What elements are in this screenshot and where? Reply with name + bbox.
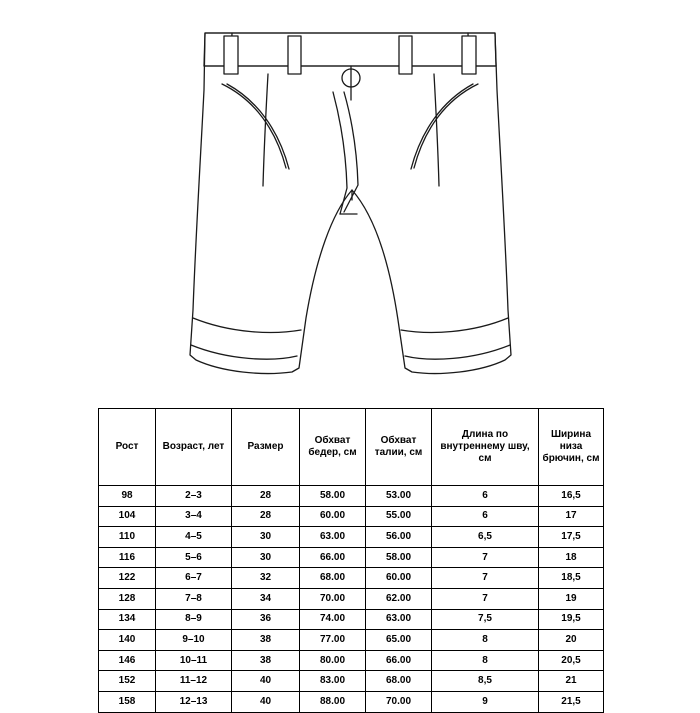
- table-cell: 20,5: [539, 650, 604, 671]
- table-cell: 11–12: [156, 671, 232, 692]
- table-cell: 110: [99, 527, 156, 548]
- table-cell: 66.00: [300, 547, 366, 568]
- table-cell: 68.00: [366, 671, 432, 692]
- table-cell: 10–11: [156, 650, 232, 671]
- column-header-hip-label: Обхват бедер, см: [308, 435, 357, 458]
- table-cell: 104: [99, 506, 156, 527]
- column-header-waist-label: Обхват талии, см: [374, 435, 423, 458]
- table-cell: 38: [232, 630, 300, 651]
- table-cell: 134: [99, 609, 156, 630]
- table-cell: 9–10: [156, 630, 232, 651]
- table-cell: 17: [539, 506, 604, 527]
- table-row: [99, 650, 604, 671]
- table-cell: 19: [539, 588, 604, 609]
- column-header-inseam-label: Длина по внутреннему шву, см: [440, 429, 530, 464]
- table-cell: 5–6: [156, 547, 232, 568]
- table-row: [99, 568, 604, 589]
- table-row: [99, 527, 604, 548]
- table-cell: 140: [99, 630, 156, 651]
- table-row: [99, 547, 604, 568]
- table-header-row: [99, 409, 604, 486]
- table-cell: 7,5: [432, 609, 539, 630]
- table-cell: 32: [232, 568, 300, 589]
- table-cell: 63.00: [366, 609, 432, 630]
- size-table-container: [98, 408, 603, 713]
- table-cell: 34: [232, 588, 300, 609]
- table-cell: 9: [432, 691, 539, 712]
- table-cell: 18,5: [539, 568, 604, 589]
- table-cell: 30: [232, 547, 300, 568]
- table-cell: 158: [99, 691, 156, 712]
- table-cell: 60.00: [300, 506, 366, 527]
- table-cell: 88.00: [300, 691, 366, 712]
- table-cell: 6: [432, 486, 539, 507]
- table-cell: 62.00: [366, 588, 432, 609]
- table-row: [99, 609, 604, 630]
- table-cell: 38: [232, 650, 300, 671]
- column-header-leg-opening-label: Ширина низа брючин, см: [542, 429, 600, 464]
- column-header-size: [232, 409, 300, 486]
- table-cell: 8: [432, 650, 539, 671]
- table-cell: 146: [99, 650, 156, 671]
- size-table-body: [99, 486, 604, 713]
- table-cell: 77.00: [300, 630, 366, 651]
- table-cell: 36: [232, 609, 300, 630]
- table-cell: 20: [539, 630, 604, 651]
- table-row: [99, 486, 604, 507]
- table-cell: 6–7: [156, 568, 232, 589]
- table-cell: 28: [232, 506, 300, 527]
- table-cell: 19,5: [539, 609, 604, 630]
- table-cell: 8,5: [432, 671, 539, 692]
- table-cell: 4–5: [156, 527, 232, 548]
- column-header-age: [156, 409, 232, 486]
- table-row: [99, 506, 604, 527]
- belt-loop-right: [462, 36, 476, 74]
- table-cell: 58.00: [300, 486, 366, 507]
- table-cell: 30: [232, 527, 300, 548]
- table-cell: 18: [539, 547, 604, 568]
- column-header-size-label: Размер: [247, 441, 284, 453]
- table-row: [99, 671, 604, 692]
- table-cell: 6: [432, 506, 539, 527]
- table-cell: 21: [539, 671, 604, 692]
- table-cell: 83.00: [300, 671, 366, 692]
- table-cell: 55.00: [366, 506, 432, 527]
- table-cell: 3–4: [156, 506, 232, 527]
- table-cell: 65.00: [366, 630, 432, 651]
- size-table: [98, 408, 604, 713]
- column-header-leg-opening: [539, 409, 604, 486]
- table-cell: 7–8: [156, 588, 232, 609]
- table-cell: 152: [99, 671, 156, 692]
- table-row: [99, 630, 604, 651]
- table-cell: 70.00: [300, 588, 366, 609]
- table-row: [99, 588, 604, 609]
- table-cell: 116: [99, 547, 156, 568]
- table-cell: 66.00: [366, 650, 432, 671]
- table-cell: 28: [232, 486, 300, 507]
- table-cell: 8–9: [156, 609, 232, 630]
- table-cell: 17,5: [539, 527, 604, 548]
- table-cell: 70.00: [366, 691, 432, 712]
- table-cell: 40: [232, 691, 300, 712]
- column-header-hip: [300, 409, 366, 486]
- size-table-head: [99, 409, 604, 486]
- table-cell: 122: [99, 568, 156, 589]
- column-header-height: [99, 409, 156, 486]
- table-cell: 68.00: [300, 568, 366, 589]
- table-cell: 40: [232, 671, 300, 692]
- table-cell: 53.00: [366, 486, 432, 507]
- belt-loop-center-left: [288, 36, 301, 74]
- table-row: [99, 691, 604, 712]
- table-cell: 56.00: [366, 527, 432, 548]
- table-cell: 7: [432, 547, 539, 568]
- table-cell: 74.00: [300, 609, 366, 630]
- column-header-age-label: Возраст, лет: [162, 441, 225, 453]
- table-cell: 60.00: [366, 568, 432, 589]
- table-cell: 7: [432, 568, 539, 589]
- table-cell: 12–13: [156, 691, 232, 712]
- table-cell: 58.00: [366, 547, 432, 568]
- table-cell: 16,5: [539, 486, 604, 507]
- table-cell: 6,5: [432, 527, 539, 548]
- belt-loop-left: [224, 36, 238, 74]
- table-cell: 21,5: [539, 691, 604, 712]
- column-header-waist: [366, 409, 432, 486]
- table-cell: 98: [99, 486, 156, 507]
- table-cell: 2–3: [156, 486, 232, 507]
- table-cell: 80.00: [300, 650, 366, 671]
- table-cell: 8: [432, 630, 539, 651]
- table-cell: 7: [432, 588, 539, 609]
- column-header-inseam: [432, 409, 539, 486]
- table-cell: 63.00: [300, 527, 366, 548]
- belt-loop-center-right: [399, 36, 412, 74]
- table-cell: 128: [99, 588, 156, 609]
- column-header-height-label: Рост: [115, 441, 139, 453]
